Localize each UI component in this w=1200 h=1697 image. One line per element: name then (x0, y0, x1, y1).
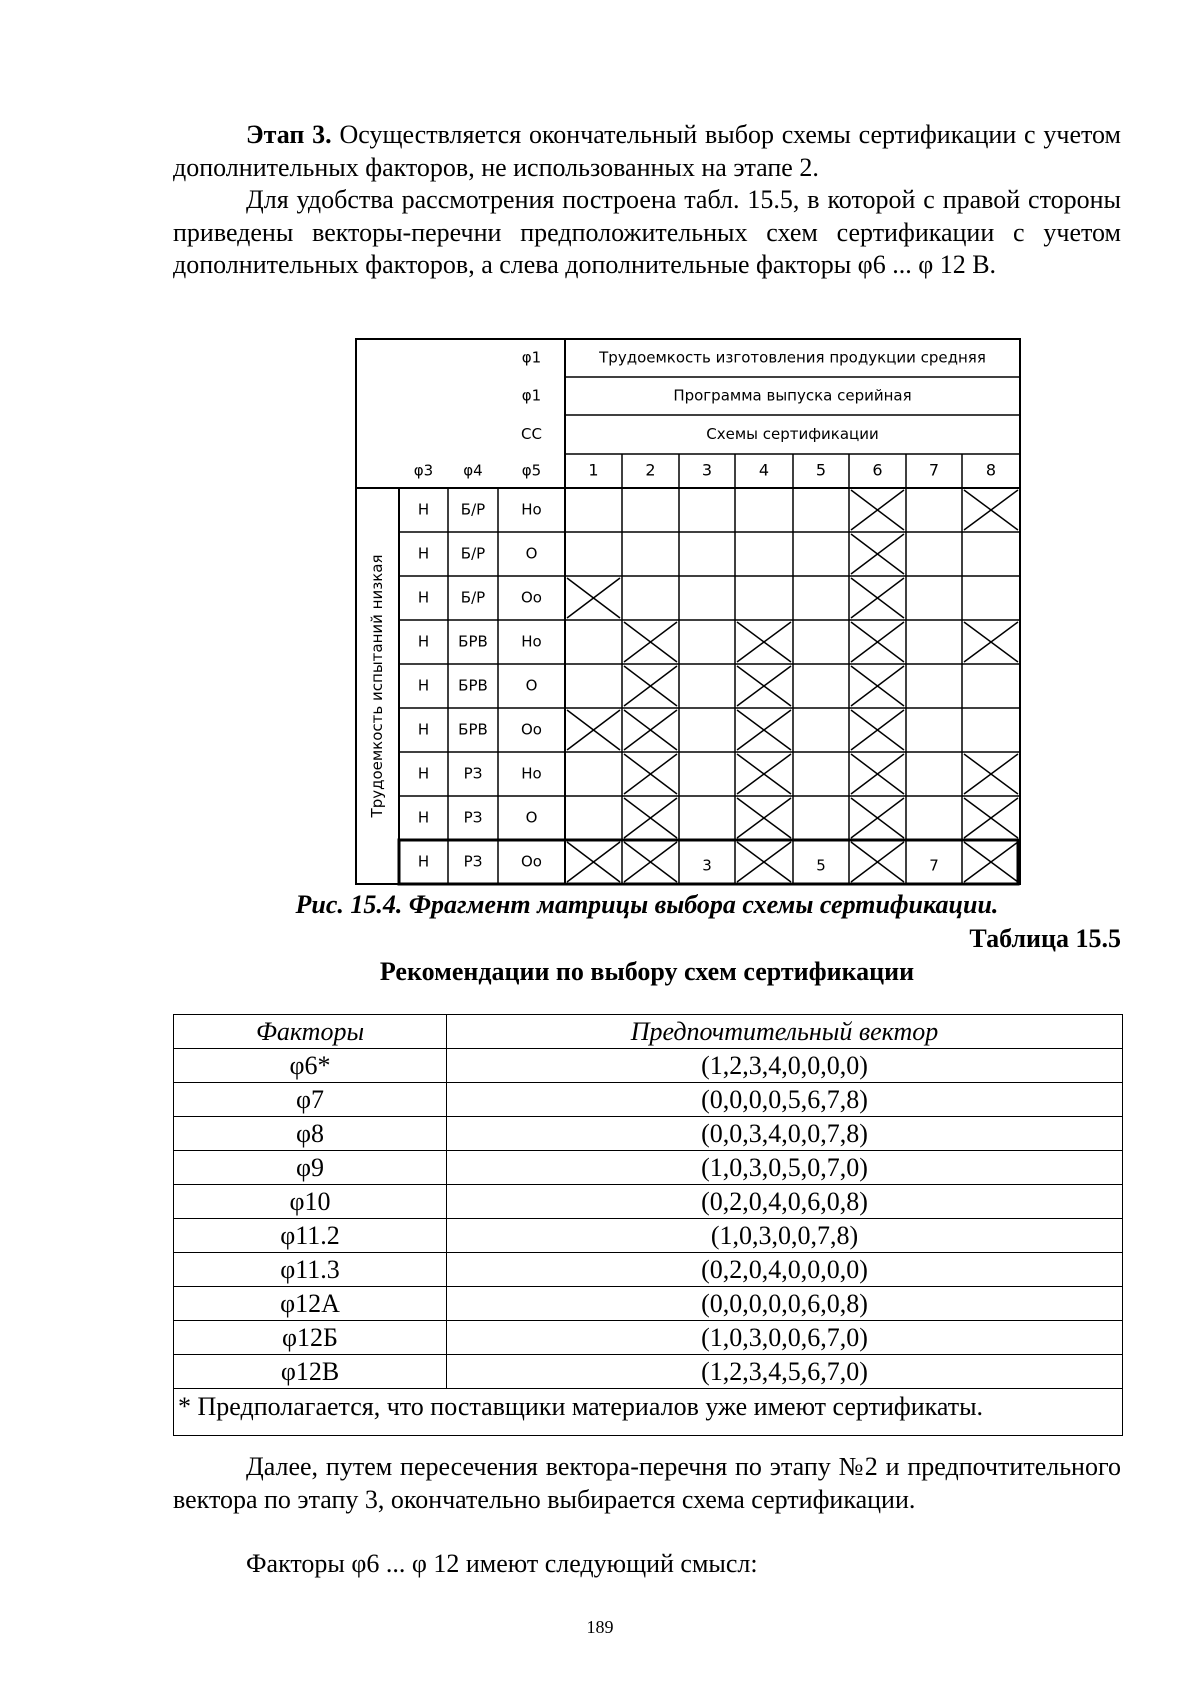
header-factor-label: СС (521, 425, 542, 443)
paragraph-table-intro (173, 184, 1121, 282)
factor-cell: φ7 (174, 1083, 447, 1117)
factor-cell: φ12В (174, 1355, 447, 1389)
vector-cell: (0,2,0,4,0,6,0,8) (447, 1185, 1123, 1219)
table-footnote-row (174, 1389, 1123, 1436)
header-preferred-vector: Предпочтительный вектор (447, 1015, 1123, 1049)
table-header-row (174, 1015, 1123, 1049)
intersection-text: Далее, путем пересечения вектора-перечня по этапу №2 и предпочтительного вектора по этапу 3, окончательно выбирается схема сертификации. (173, 1452, 1121, 1514)
row-factor-3: Н (417, 632, 430, 651)
scheme-number: 4 (758, 460, 770, 480)
recommendations-table (173, 1014, 1123, 1436)
stage-3-heading: Этап 3. (246, 120, 332, 149)
vector-cell: (1,2,3,4,5,6,7,0) (447, 1355, 1123, 1389)
row-factor-3: Н (417, 720, 430, 739)
vector-cell: (0,0,3,4,0,0,7,8) (447, 1117, 1123, 1151)
paragraph-stage-3 (173, 119, 1121, 184)
scheme-number: 3 (701, 460, 713, 480)
header-factor-label: φ1 (521, 348, 542, 367)
row-factor-5: Оо (521, 852, 542, 871)
header-row-label: Трудоемкость изготовления продукции средняя (599, 348, 986, 367)
table-title: Рекомендации по выбору схем сертификации (379, 957, 915, 986)
table-number: Таблица 15.5 (969, 924, 1121, 953)
scheme-number: 1 (588, 460, 599, 480)
scheme-number: 2 (645, 460, 656, 480)
row-factor-4: БРВ (458, 720, 488, 739)
figure-frame (356, 339, 1020, 884)
page-number: 189 (586, 1617, 614, 1637)
header-factor-label: φ1 (521, 386, 542, 405)
header-factors: Факторы (174, 1015, 447, 1049)
row-factor-4: РЗ (463, 852, 483, 871)
result-scheme-number: 5 (816, 856, 826, 875)
scheme-number: 5 (815, 460, 827, 480)
column-factor-label: φ5 (521, 461, 542, 480)
factor-cell: φ11.2 (174, 1219, 447, 1253)
row-factor-5: О (525, 544, 538, 563)
factor-cell: φ11.3 (174, 1253, 447, 1287)
header-row-label: Программа выпуска серийная (673, 386, 912, 405)
row-factor-3: Н (417, 852, 430, 871)
scheme-number: 8 (985, 460, 997, 480)
row-factor-3: Н (417, 764, 430, 783)
factor-cell: φ8 (174, 1117, 447, 1151)
row-factor-4: БРВ (458, 676, 488, 695)
row-factor-5: Но (521, 500, 542, 519)
table-row (174, 1117, 1123, 1151)
factor-cell: φ12А (174, 1287, 447, 1321)
result-scheme-number: 7 (929, 856, 939, 875)
factor-cell: φ6* (174, 1049, 447, 1083)
factor-cell: φ10 (174, 1185, 447, 1219)
row-factor-3: Н (417, 808, 430, 827)
table-row (174, 1049, 1123, 1083)
table-footnote: * Предполагается, что поставщики материалов уже имеют сертификаты. (174, 1389, 1123, 1436)
table-intro-text: Для удобства рассмотрения построена табл. 15.5, в которой с правой стороны приведены векторы-перечни предположительных схем сертификации с учетом дополнительных факторов, а слева дополнительные факторы φ6 ... φ 12 В. (173, 185, 1121, 279)
paragraph-intersection (173, 1451, 1121, 1516)
row-factor-4: РЗ (463, 764, 483, 783)
result-scheme-number: 3 (702, 856, 712, 875)
table-row (174, 1355, 1123, 1389)
row-factor-3: Н (417, 500, 430, 519)
scheme-number: 6 (872, 460, 883, 480)
vector-cell: (0,2,0,4,0,0,0,0) (447, 1253, 1123, 1287)
column-factor-label: φ4 (463, 461, 483, 480)
row-factor-3: Н (417, 544, 430, 563)
vector-cell: (0,0,0,0,0,6,0,8) (447, 1287, 1123, 1321)
factors-meaning-text: Факторы φ6 ... φ 12 имеют следующий смысл: (246, 1549, 758, 1578)
figure-caption: Рис. 15.4. Фрагмент матрицы выбора схемы сертификации. (295, 890, 999, 919)
vector-cell: (1,0,3,0,5,0,7,0) (447, 1151, 1123, 1185)
table-row (174, 1185, 1123, 1219)
table-row (174, 1253, 1123, 1287)
paragraph-factors-meaning (173, 1548, 1121, 1581)
table-row (174, 1321, 1123, 1355)
factor-cell: φ9 (174, 1151, 447, 1185)
side-label: Трудоемкость испытаний низкая (368, 554, 386, 818)
row-factor-5: Оо (521, 720, 542, 739)
row-factor-4: БРВ (458, 632, 488, 651)
row-factor-4: Б/Р (460, 500, 486, 519)
row-factor-5: Но (521, 764, 542, 783)
vector-cell: (0,0,0,0,5,6,7,8) (447, 1083, 1123, 1117)
factor-cell: φ12Б (174, 1321, 447, 1355)
scheme-number: 7 (928, 460, 940, 480)
row-factor-5: О (525, 676, 538, 695)
vector-cell: (1,2,3,4,0,0,0,0) (447, 1049, 1123, 1083)
vector-cell: (1,0,3,0,0,7,8) (447, 1219, 1123, 1253)
column-factor-label: φ3 (413, 461, 434, 480)
row-factor-3: Н (417, 676, 430, 695)
table-row (174, 1287, 1123, 1321)
row-factor-3: Н (417, 588, 430, 607)
row-factor-4: РЗ (463, 808, 483, 827)
certification-matrix-figure (350, 333, 1026, 886)
vector-cell: (1,0,3,0,0,6,7,0) (447, 1321, 1123, 1355)
stage-3-text: Осуществляется окончательный выбор схемы сертификации с учетом дополнительных факторов, не использованных на этапе 2. (173, 120, 1121, 182)
header-row-label: Схемы сертификации (706, 425, 879, 443)
table-row (174, 1151, 1123, 1185)
row-factor-5: Оо (521, 588, 542, 607)
table-row (174, 1083, 1123, 1117)
row-factor-4: Б/Р (460, 588, 486, 607)
table-row (174, 1219, 1123, 1253)
row-factor-4: Б/Р (460, 544, 486, 563)
row-factor-5: О (525, 808, 538, 827)
row-factor-5: Но (521, 632, 542, 651)
